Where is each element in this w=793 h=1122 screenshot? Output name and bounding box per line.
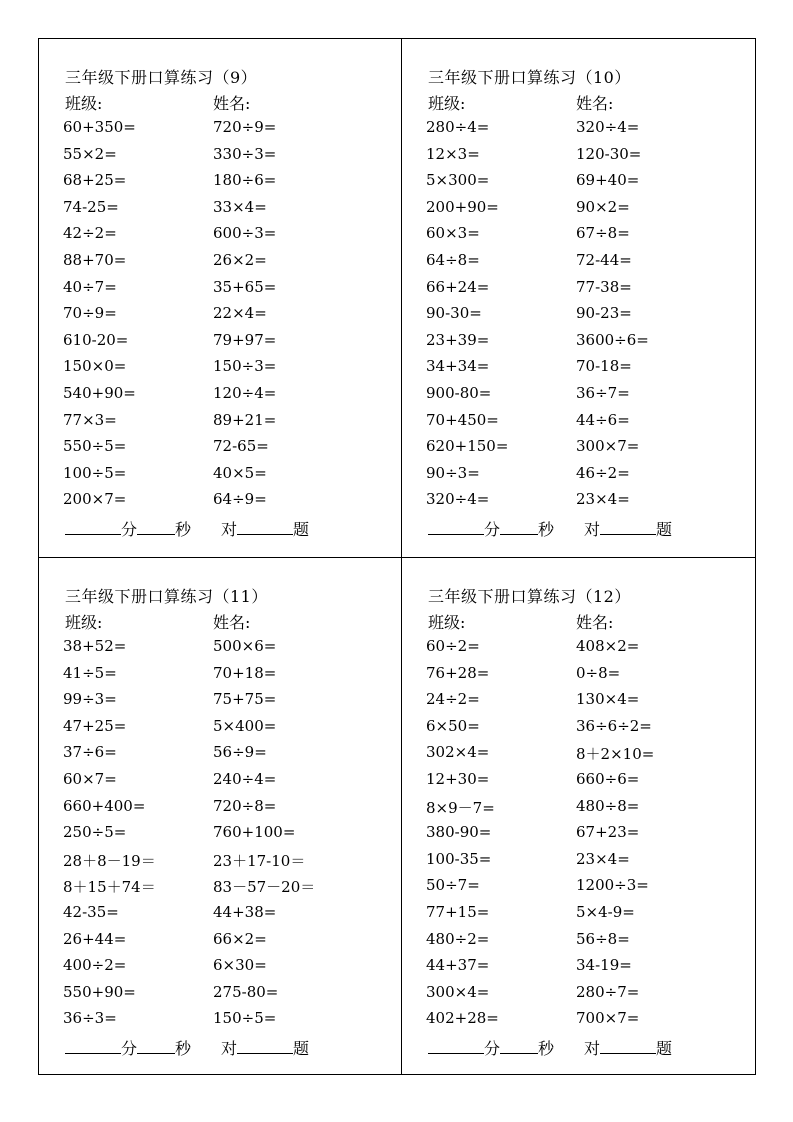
problem-right: 44+38= xyxy=(213,902,277,921)
sheet-11 xyxy=(39,558,398,1076)
problem-left: 26+44= xyxy=(63,929,127,948)
problem-right: 23×4= xyxy=(576,490,630,509)
problem-left: 68+25= xyxy=(63,171,127,190)
problem-right: 23＋17-10＝ xyxy=(213,851,306,870)
seconds-label: 秒 xyxy=(538,1039,555,1058)
problem-left: 8＋15＋74＝ xyxy=(63,878,156,897)
problem-left: 44+37= xyxy=(426,956,490,975)
problem-left: 55×2= xyxy=(63,144,117,163)
questions-label: 题 xyxy=(656,520,673,539)
sheet-title: 三年级下册口算练习（10） xyxy=(428,68,631,87)
problem-right: 77-38= xyxy=(576,277,632,296)
problem-right: 33×4= xyxy=(213,197,267,216)
problem-right: 36÷6÷2= xyxy=(576,716,652,735)
problem-right: 330÷3= xyxy=(213,144,277,163)
student-info xyxy=(65,91,251,114)
problem-right: 90×2= xyxy=(576,197,630,216)
problem-right: 56÷8= xyxy=(576,929,630,948)
score-footer xyxy=(65,517,309,540)
problem-left: 60÷2= xyxy=(426,637,480,655)
problem-right: 66×2= xyxy=(213,929,267,948)
problem-right: 720÷9= xyxy=(213,118,277,136)
minutes-blank[interactable] xyxy=(428,1039,484,1054)
problem-left: 90-30= xyxy=(426,304,482,323)
problem-right: 0÷8= xyxy=(576,663,621,682)
student-info xyxy=(65,610,251,633)
problem-right: 5×4-9= xyxy=(576,902,635,921)
problem-left: 620+150= xyxy=(426,437,509,456)
sheet-9 xyxy=(39,39,398,557)
problem-right: 150÷3= xyxy=(213,357,277,376)
class-label: 班级: xyxy=(428,94,466,113)
name-label: 姓名: xyxy=(213,613,251,632)
questions-label: 题 xyxy=(293,1039,310,1058)
problem-left: 90÷3= xyxy=(426,463,480,482)
problem-right: 280÷7= xyxy=(576,982,640,1001)
problem-right: 83－57－20＝ xyxy=(213,878,316,897)
problem-right: 46÷2= xyxy=(576,463,630,482)
problem-right: 660÷6= xyxy=(576,769,640,788)
problem-right: 275-80= xyxy=(213,982,279,1001)
problem-left: 24÷2= xyxy=(426,690,480,709)
problem-left: 76+28= xyxy=(426,663,490,682)
problem-right: 180÷6= xyxy=(213,171,277,190)
problem-left: 6×50= xyxy=(426,716,480,735)
problem-left: 66+24= xyxy=(426,277,490,296)
minutes-label: 分 xyxy=(121,1039,138,1058)
problem-left: 100-35= xyxy=(426,849,492,868)
problem-left: 480÷2= xyxy=(426,929,490,948)
problem-left: 88+70= xyxy=(63,250,127,269)
problem-right: 44÷6= xyxy=(576,410,630,429)
minutes-blank[interactable] xyxy=(65,520,121,535)
seconds-blank[interactable] xyxy=(137,1039,175,1054)
problem-left: 660+400= xyxy=(63,796,146,815)
seconds-label: 秒 xyxy=(175,1039,192,1058)
problem-left: 280÷4= xyxy=(426,118,490,136)
correct-label: 对 xyxy=(221,520,238,539)
problem-left: 12+30= xyxy=(426,769,490,788)
problem-right: 36÷7= xyxy=(576,383,630,402)
sheet-title: 三年级下册口算练习（12） xyxy=(428,587,631,606)
problem-right: 5×400= xyxy=(213,716,277,735)
problem-left: 77+15= xyxy=(426,902,490,921)
problem-left: 28＋8－19＝ xyxy=(63,851,156,870)
minutes-label: 分 xyxy=(484,1039,501,1058)
problem-left: 60+350= xyxy=(63,118,136,136)
problem-left: 5×300= xyxy=(426,171,490,190)
problem-right: 34-19= xyxy=(576,956,632,975)
problem-right: 150÷5= xyxy=(213,1009,277,1028)
class-label: 班级: xyxy=(65,94,103,113)
problem-left: 23+39= xyxy=(426,330,490,349)
problem-right: 408×2= xyxy=(576,637,640,655)
problem-right: 26×2= xyxy=(213,250,267,269)
problem-left: 550+90= xyxy=(63,982,136,1001)
minutes-label: 分 xyxy=(484,520,501,539)
correct-label: 对 xyxy=(584,1039,601,1058)
correct-count-blank[interactable] xyxy=(237,520,293,535)
student-info xyxy=(428,91,614,114)
problem-left: 150×0= xyxy=(63,357,127,376)
problem-left: 37÷6= xyxy=(63,743,117,762)
seconds-blank[interactable] xyxy=(137,520,175,535)
sheet-title: 三年级下册口算练习（9） xyxy=(65,68,258,87)
problem-right: 70+18= xyxy=(213,663,277,682)
problem-left: 74-25= xyxy=(63,197,119,216)
problem-right: 500×6= xyxy=(213,637,277,655)
problem-left: 610-20= xyxy=(63,330,129,349)
seconds-blank[interactable] xyxy=(500,520,538,535)
problem-left: 38+52= xyxy=(63,637,127,655)
minutes-label: 分 xyxy=(121,520,138,539)
problem-left: 8×9－7= xyxy=(426,798,495,817)
problem-left: 900-80= xyxy=(426,383,492,402)
problem-right: 720÷8= xyxy=(213,796,277,815)
sheet-12 xyxy=(402,558,761,1076)
problem-right: 3600÷6= xyxy=(576,330,649,349)
problem-left: 36÷3= xyxy=(63,1009,117,1028)
sheet-10 xyxy=(402,39,761,557)
correct-label: 对 xyxy=(221,1039,238,1058)
problem-left: 100÷5= xyxy=(63,463,127,482)
worksheet-grid xyxy=(38,38,756,1075)
problem-left: 47+25= xyxy=(63,716,127,735)
problem-left: 50÷7= xyxy=(426,876,480,895)
problem-right: 600÷3= xyxy=(213,224,277,243)
problem-right: 700×7= xyxy=(576,1009,640,1028)
problem-left: 40÷7= xyxy=(63,277,117,296)
problem-left: 70+450= xyxy=(426,410,499,429)
correct-count-blank[interactable] xyxy=(600,520,656,535)
problem-right: 300×7= xyxy=(576,437,640,456)
problem-left: 200+90= xyxy=(426,197,499,216)
problem-left: 42÷2= xyxy=(63,224,117,243)
problem-right: 480÷8= xyxy=(576,796,640,815)
problem-right: 90-23= xyxy=(576,304,632,323)
score-footer xyxy=(428,1036,672,1059)
problem-right: 120-30= xyxy=(576,144,642,163)
correct-label: 对 xyxy=(584,520,601,539)
problem-right: 70-18= xyxy=(576,357,632,376)
name-label: 姓名: xyxy=(576,94,614,113)
problem-right: 75+75= xyxy=(213,690,277,709)
problem-right: 6×30= xyxy=(213,956,267,975)
minutes-blank[interactable] xyxy=(428,520,484,535)
problem-right: 67÷8= xyxy=(576,224,630,243)
problem-right: 72-44= xyxy=(576,250,632,269)
problem-right: 240÷4= xyxy=(213,769,277,788)
class-label: 班级: xyxy=(65,613,103,632)
problem-right: 35+65= xyxy=(213,277,277,296)
questions-label: 题 xyxy=(293,520,310,539)
student-info xyxy=(428,610,614,633)
score-footer xyxy=(65,1036,309,1059)
questions-label: 题 xyxy=(656,1039,673,1058)
class-label: 班级: xyxy=(428,613,466,632)
problem-left: 41÷5= xyxy=(63,663,117,682)
problem-right: 40×5= xyxy=(213,463,267,482)
problem-left: 12×3= xyxy=(426,144,480,163)
minutes-blank[interactable] xyxy=(65,1039,121,1054)
problem-left: 77×3= xyxy=(63,410,117,429)
correct-count-blank[interactable] xyxy=(600,1039,656,1054)
problem-left: 60×3= xyxy=(426,224,480,243)
problem-left: 99÷3= xyxy=(63,690,117,709)
problem-right: 79+97= xyxy=(213,330,277,349)
problem-right: 23×4= xyxy=(576,849,630,868)
correct-count-blank[interactable] xyxy=(237,1039,293,1054)
problem-left: 320÷4= xyxy=(426,490,490,509)
problem-right: 1200÷3= xyxy=(576,876,649,895)
problem-left: 60×7= xyxy=(63,769,117,788)
name-label: 姓名: xyxy=(213,94,251,113)
problem-right: 760+100= xyxy=(213,823,296,842)
problem-left: 42-35= xyxy=(63,902,119,921)
problem-right: 22×4= xyxy=(213,304,267,323)
problem-left: 402+28= xyxy=(426,1009,499,1028)
problem-right: 56÷9= xyxy=(213,743,267,762)
problem-right: 67+23= xyxy=(576,823,640,842)
problem-right: 72-65= xyxy=(213,437,269,456)
name-label: 姓名: xyxy=(576,613,614,632)
seconds-blank[interactable] xyxy=(500,1039,538,1054)
problem-left: 200×7= xyxy=(63,490,127,509)
problem-left: 540+90= xyxy=(63,383,136,402)
seconds-label: 秒 xyxy=(175,520,192,539)
problem-left: 550÷5= xyxy=(63,437,127,456)
seconds-label: 秒 xyxy=(538,520,555,539)
sheet-title: 三年级下册口算练习（11） xyxy=(65,587,268,606)
problem-right: 320÷4= xyxy=(576,118,640,136)
problem-left: 34+34= xyxy=(426,357,490,376)
problem-left: 64÷8= xyxy=(426,250,480,269)
problem-left: 250÷5= xyxy=(63,823,127,842)
score-footer xyxy=(428,517,672,540)
problem-left: 400÷2= xyxy=(63,956,127,975)
problem-right: 8＋2×10= xyxy=(576,745,655,764)
problem-right: 64÷9= xyxy=(213,490,267,509)
problem-right: 89+21= xyxy=(213,410,277,429)
problem-right: 130×4= xyxy=(576,690,640,709)
problem-left: 380-90= xyxy=(426,823,492,842)
problem-right: 69+40= xyxy=(576,171,640,190)
problem-left: 300×4= xyxy=(426,982,490,1001)
problem-left: 70÷9= xyxy=(63,304,117,323)
problem-right: 120÷4= xyxy=(213,383,277,402)
problem-left: 302×4= xyxy=(426,743,490,762)
